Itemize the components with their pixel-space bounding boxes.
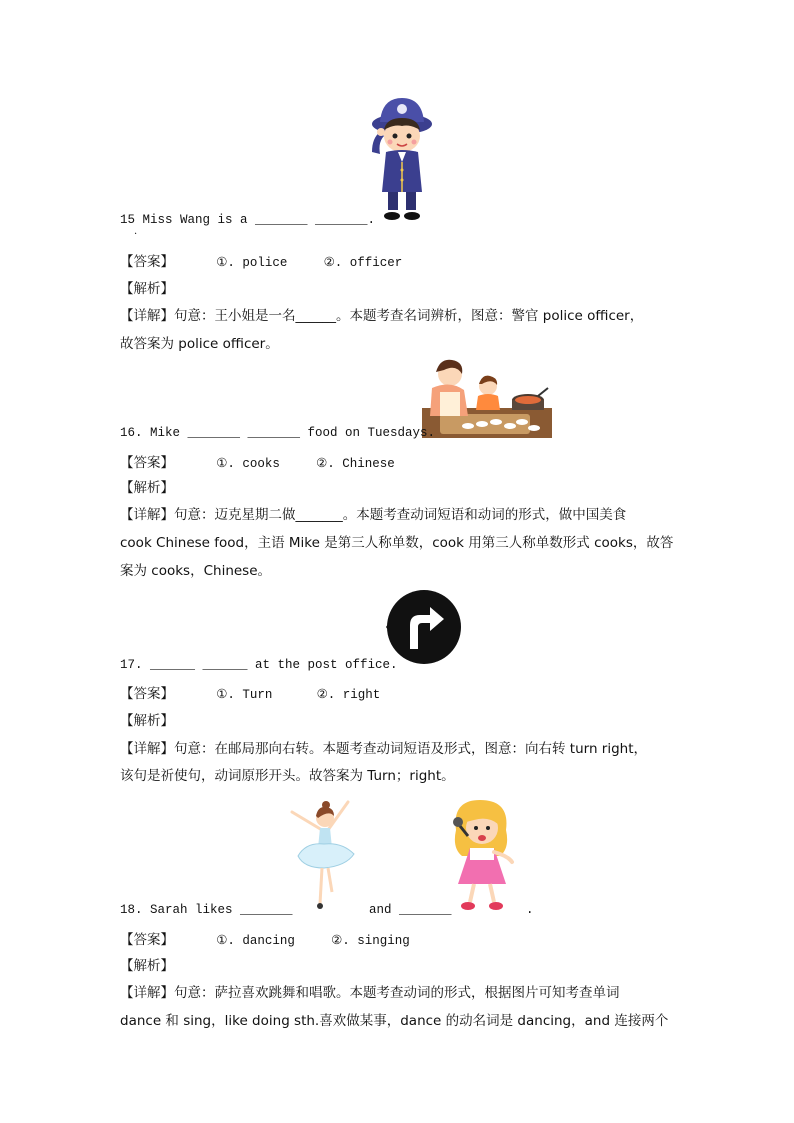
q15-detail-1 [120, 304, 643, 324]
q18-detail-1 [120, 981, 620, 1001]
q17-question: 17. ______ ______ at the post office. [120, 658, 398, 672]
q18-question-part1: 18. Sarah likes _______ [120, 903, 293, 917]
q15-answer-1: ①. police [216, 256, 288, 270]
q18-detail-2: dance 和 sing，like doing sth.喜欢做某事，dance 的动名词是 dancing，and 连接两个 [120, 1013, 669, 1029]
q15-answer-2: ②. officer [323, 256, 403, 270]
q17-detail-1 [120, 737, 647, 757]
q17-detail-label: 【详解】 [120, 741, 174, 757]
q18-analysis-label: 【解析】 [120, 958, 174, 974]
q15-analysis-label: 【解析】 [120, 281, 174, 297]
q18-answer-1: ①. dancing [216, 934, 295, 948]
q16-analysis-label: 【解析】 [120, 480, 174, 496]
q15-answer-label: 【答案】 [120, 254, 174, 270]
q16-answer-2: ②. Chinese [316, 457, 395, 471]
q15-dot: . [134, 226, 138, 237]
q16-detail-1 [120, 503, 626, 523]
q16-detail-2: cook Chinese food，主语 Mike 是第三人称单数，cook 用第三人称单数形式 cooks，故答 [120, 535, 674, 551]
ballerina-dancing-image [284, 796, 364, 912]
q17-detail-2: 该句是祈使句，动词原形开头。故答案为 Turn；right。 [120, 768, 455, 784]
turn-right-sign-image [384, 587, 462, 667]
q16-answer-label: 【答案】 [120, 455, 174, 471]
girl-singing-image [438, 796, 522, 912]
q16-question: 16. Mike _______ _______ food on Tuesdays. [120, 426, 436, 440]
q15-answer-row [120, 250, 402, 270]
q15-detail-2: 故答案为 police officer。 [120, 336, 279, 352]
q15-detail-text-1: 句意：王小姐是一名______。本题考查名词辨析，图意：警官 police officer， [174, 308, 644, 324]
q18-answer-row [120, 928, 410, 948]
q15-question: 15 Miss Wang is a _______ _______. [120, 213, 376, 227]
q18-question-part2: and _______ [369, 903, 452, 917]
q18-detail-text-1: 句意：萨拉喜欢跳舞和唱歌。本题考查动词的形式，根据图片可知考查单词 [174, 985, 620, 1001]
q16-detail-3: 案为 cooks，Chinese。 [120, 563, 272, 579]
q15-detail-label: 【详解】 [120, 308, 174, 324]
cooking-dumplings-image [422, 356, 552, 438]
q18-answer-2: ②. singing [331, 934, 410, 948]
q17-answer-2: ②. right [316, 688, 381, 702]
q16-detail-label: 【详解】 [120, 507, 174, 523]
q16-answer-1: ①. cooks [216, 457, 280, 471]
q16-answer-row [120, 451, 395, 471]
q18-detail-label: 【详解】 [120, 985, 174, 1001]
q17-answer-1: ①. Turn [216, 688, 273, 702]
police-officer-image [366, 96, 438, 224]
q18-question-end: . [526, 903, 534, 917]
q17-detail-text-1: 句意：在邮局那向右转。本题考查动词短语及形式，图意：向右转 turn right， [174, 741, 648, 757]
q16-detail-text-1: 句意：迈克星期二做_______。本题考查动词短语和动词的形式，做中国美食 [174, 507, 627, 523]
q17-answer-row [120, 682, 380, 702]
q18-answer-label: 【答案】 [120, 932, 174, 948]
q17-answer-label: 【答案】 [120, 686, 174, 702]
q17-analysis-label: 【解析】 [120, 713, 174, 729]
